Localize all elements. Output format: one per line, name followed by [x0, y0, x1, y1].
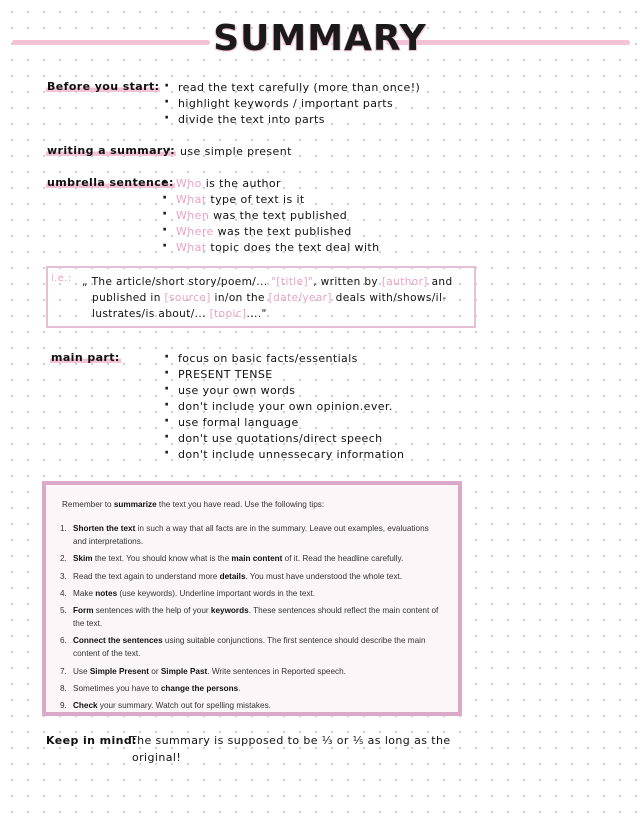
list-item: · PRESENT TENSE — [164, 367, 404, 383]
tip-text: Form sentences with the help of your keywords. These sentences should reflect the main content of the text. — [73, 606, 439, 629]
tip-text: Shorten the text in such a way that all facts are in the summary. Leave out examples, evaluations and interpretations. — [73, 524, 429, 546]
list-item — [162, 224, 380, 240]
tips-list — [60, 522, 444, 712]
ie-label: i.e.: — [51, 273, 72, 284]
example-text: in/on the — [214, 292, 265, 304]
list-item: · use simple present — [166, 144, 292, 160]
tip-text: Make notes (use keywords). Underline important words in the text. — [73, 588, 316, 598]
tip-text: Use Simple Present or Simple Past. Write sentences in Reported speech. — [73, 666, 346, 676]
example-sentence-box — [46, 266, 476, 328]
tip-text: Read the text again to understand more details. You must have understood the whole text. — [73, 571, 403, 581]
tip-item — [60, 634, 444, 660]
date-placeholder: [date/year] — [268, 292, 332, 304]
list-item — [162, 192, 380, 208]
writing-list — [166, 144, 292, 160]
list-item: · don't include your own opinion.ever. — [164, 399, 404, 415]
tips-intro — [62, 499, 444, 510]
list-item: · read the text carefully (more than once!) — [164, 80, 420, 96]
example-text: „ The article/short story/poem/... — [82, 276, 268, 288]
tip-number: 5. — [60, 606, 67, 616]
question-word: What — [176, 241, 207, 254]
question-word: What — [176, 193, 207, 206]
tip-text: Skim the text. You should know what is the main content of it. Read the headline carefully. — [73, 554, 404, 564]
list-item — [162, 208, 380, 224]
tips-box — [42, 481, 462, 716]
topic-placeholder: [topic] — [209, 308, 247, 320]
title-placeholder: "[title]" — [271, 276, 314, 288]
tip-number: 2. — [60, 554, 67, 564]
umbrella-list — [162, 176, 380, 256]
question-word: Where — [176, 225, 214, 238]
tip-text: Check your summary. Watch out for spelling mistakes. — [73, 701, 271, 711]
tip-number: 3. — [60, 571, 67, 581]
tip-text: Sometimes you have to change the persons. — [73, 684, 241, 694]
keep-line-1: The summary is supposed to be ⅓ or ⅕ as long as the — [130, 734, 451, 747]
tip-number: 9. — [60, 701, 67, 711]
item-text: topic does the text deal with — [210, 241, 380, 254]
list-item: · don't include unnessecary information — [164, 447, 404, 463]
example-text: ...." — [246, 308, 267, 320]
tip-number: 6. — [60, 636, 67, 646]
author-placeholder: [author] — [381, 276, 428, 288]
tip-item — [60, 522, 444, 548]
tip-text: Connect the sentences using suitable conjunctions. The first sentence should describe the main content of the text. — [73, 636, 426, 659]
example-line-2 — [82, 290, 466, 306]
list-item — [162, 240, 380, 256]
example-text: lustrates/is about/... — [92, 308, 206, 320]
example-text: deals with/shows/il- — [335, 292, 447, 304]
main-label: main part: — [51, 351, 120, 364]
umbrella-label: umbrella sentence: — [47, 176, 174, 189]
writing-label: writing a summary: — [47, 144, 176, 157]
keep-line-2: original! — [132, 751, 182, 764]
tip-item — [60, 552, 444, 565]
question-word: Who — [176, 177, 202, 190]
tip-number: 8. — [60, 684, 67, 694]
tip-item — [60, 604, 444, 630]
tip-item — [60, 682, 444, 695]
main-list — [164, 351, 404, 463]
item-text: was the text published — [217, 225, 352, 238]
list-item: · use your own words — [164, 383, 404, 399]
question-word: When — [176, 209, 210, 222]
list-item: · highlight keywords / important parts — [164, 96, 420, 112]
list-item: · focus on basic facts/essentials — [164, 351, 404, 367]
example-line-1 — [82, 274, 466, 290]
list-item: · don't use quotations/direct speech — [164, 431, 404, 447]
intro-keyword: summarize — [113, 500, 157, 509]
example-text: , written by — [313, 276, 379, 288]
page-title: SUMMARY — [213, 18, 427, 59]
intro-text: the text you have read. Use the following tips: — [156, 500, 325, 509]
item-text: type of text is it — [210, 193, 305, 206]
tip-number: 1. — [60, 524, 67, 533]
item-text: was the text published — [213, 209, 348, 222]
tip-item — [60, 665, 444, 678]
tip-number: 4. — [60, 588, 67, 598]
tip-item — [60, 587, 444, 600]
tip-item — [60, 699, 444, 712]
tip-item — [60, 570, 444, 583]
list-item: · use formal language — [164, 415, 404, 431]
keep-label: Keep in mind: — [46, 734, 137, 747]
before-list — [164, 80, 420, 128]
tip-number: 7. — [60, 666, 67, 676]
example-text: and — [431, 276, 453, 288]
intro-text: Remember to — [62, 500, 114, 509]
list-item: · divide the text into parts — [164, 112, 420, 128]
list-item — [162, 176, 380, 192]
source-placeholder: [source] — [164, 292, 211, 304]
example-line-3 — [82, 306, 466, 322]
example-text: published in — [92, 292, 161, 304]
before-label: Before you start: — [47, 80, 160, 93]
item-text: is the author — [205, 177, 281, 190]
